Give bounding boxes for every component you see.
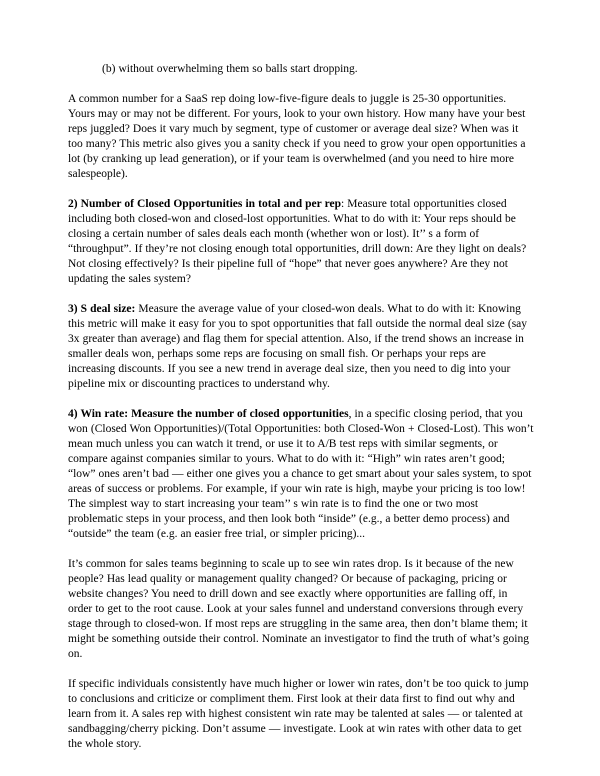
paragraph-deal-size [68, 302, 534, 392]
paragraph-juggle-count [68, 92, 534, 182]
paragraph-text: Measure the average value of your closed-won deals. What to do with it: Knowing this metric will make it easy for you to spot opportunities that fall outside the normal deal size (say 3x greater than average) and flag them for special attention. Also, if the trend shows an increase in smaller deals won, perhaps some reps are focusing on small fish. Or perhaps your reps are increasing discounts. If you see a new trend in average deal size, then you need to dig into your pipeline mix or discounting practices to understand why. [68, 303, 528, 390]
paragraph-bold-lead: 3) S deal size: [68, 303, 136, 315]
paragraph-bold-lead: 4) Win rate: Measure the number of closed opportunities [68, 408, 349, 420]
paragraph-win-rate [68, 407, 534, 542]
paragraph-individual-win-rates [68, 677, 534, 752]
paragraph-text: : Measure total opportunities closed including both closed-won and closed-lost opportunities. What to do with it: Your reps should be closing a certain number of sales deals each month (whether won or lost). It’’ s a form of “throughput”. If they’re not closing enough total opportunities, drill down: Are they light on deals? Not closing effectively? Is their pipeline full of “hope” that never goes anywhere? Are they not updating the sales system? [68, 198, 527, 285]
paragraph-closed-opportunities [68, 197, 534, 287]
paragraph-intro-item-b [68, 62, 534, 77]
paragraph-text: , in a specific closing period, that you won (Closed Won Opportunities)/(Total Opportunities: both Closed-Won + Closed-Lost). This won’t mean much unless you can watch it trend, or use it to A/B test reps with similar segments, or compare against companies similar to yours. What to do with it: “High” win rates aren’t good; “low” ones aren’t bad — either one gives you a chance to get smart about your sales system, to spot areas of success or problems. For example, if your win rate is high, maybe your pricing is too low! The simplest way to start increasing your team’’ s win rate is to find the one or two most problematic steps in your process, and then look both “inside” (e.g., a better demo process) and “outside” the team (e.g. an easier free trial, or simpler pricing)... [68, 408, 534, 540]
paragraph-win-rates-drop [68, 557, 534, 662]
paragraph-text: If specific individuals consistently have much higher or lower win rates, don’t be too quick to jump to conclusions and criticize or compliment them. First look at their data first to find out why and learn from it. A sales rep with highest consistent win rate may be talented at sales — or talented at sandbagging/cherry picking. Don’t assume — investigate. Look at win rates with other data to get the whole story. [68, 678, 529, 750]
paragraph-bold-lead: 2) Number of Closed Opportunities in total and per rep [68, 198, 342, 210]
paragraph-text: It’s common for sales teams beginning to scale up to see win rates drop. Is it because of the new people? Has lead quality or management quality changed? Or because of packaging, pricing or website changes? You need to drill down and see exactly where opportunities are falling off, in order to get to the root cause. Look at your sales funnel and understand conversions through every stage through to closed-won. If most reps are struggling in the same area, then don’t blame them; it might be something outside their control. Nominate an investigator to find the truth of what’s going on. [68, 558, 530, 660]
paragraph-text: A common number for a SaaS rep doing low-five-figure deals to juggle is 25-30 opportunities. Yours may or may not be different. For yours, look to your own history. How many have your best reps juggled? Does it vary much by segment, type of customer or average deal size? When was it too many? This metric also gives you a sanity check if you need to grow your open opportunities a lot (by cranking up lead generation), or if your team is overwhelmed (and you need to hire more salespeople). [68, 93, 526, 180]
paragraph-text: (b) without overwhelming them so balls start dropping. [102, 63, 358, 75]
